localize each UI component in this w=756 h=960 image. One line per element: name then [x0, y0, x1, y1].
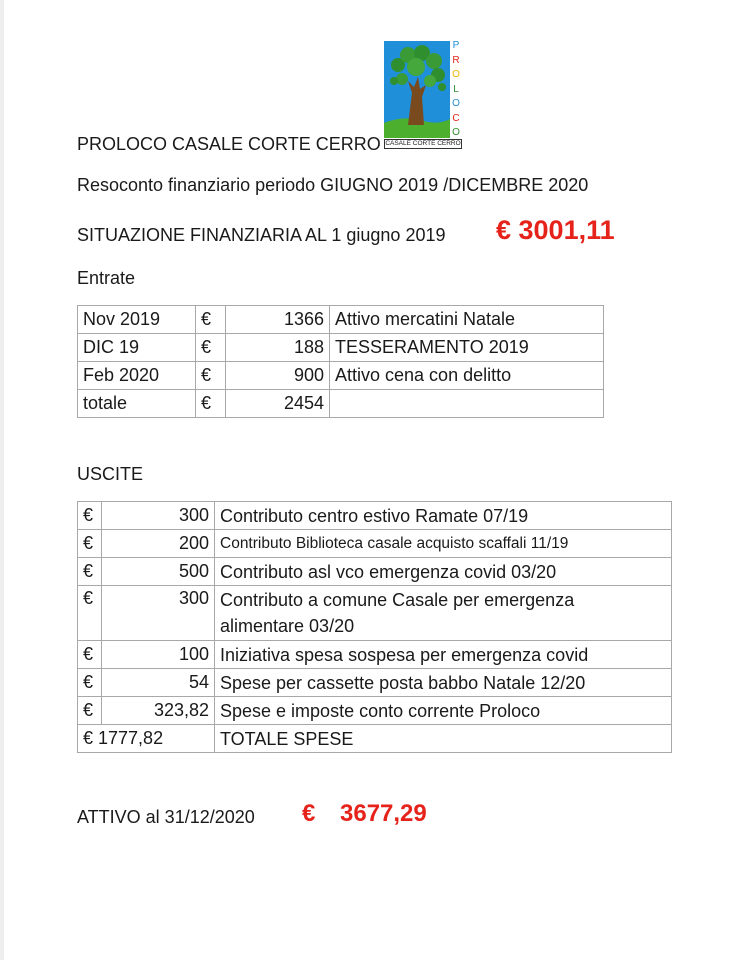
table-row [78, 641, 672, 669]
table-row [78, 306, 604, 334]
page-edge [0, 0, 4, 960]
logo-letter: R [452, 54, 460, 66]
table-row [78, 669, 672, 697]
uscite-currency: € [78, 586, 102, 641]
uscite-total-amount: € 1777,82 [78, 725, 215, 753]
uscite-description-line: Contributo a comune Casale per emergenza [220, 590, 575, 610]
table-row [78, 334, 604, 362]
entrate-heading: Entrate [77, 268, 136, 288]
logo-letter: O [452, 69, 460, 80]
uscite-total-label: TOTALE SPESE [215, 725, 672, 753]
uscite-currency: € [78, 641, 102, 669]
logo-tree-image [384, 41, 450, 138]
uscite-amount: 500 [102, 558, 215, 586]
entrate-table [77, 305, 604, 418]
uscite-amount: 323,82 [102, 697, 215, 725]
entrate-total-amount: 2454 [226, 390, 330, 418]
table-row [78, 362, 604, 390]
table-row [78, 697, 672, 725]
entrate-total-label: totale [78, 390, 196, 418]
uscite-currency: € [78, 558, 102, 586]
uscite-heading: USCITE [77, 464, 144, 484]
table-row [78, 502, 672, 530]
entrate-description: Attivo mercatini Natale [330, 306, 604, 334]
uscite-amount: 300 [102, 586, 215, 641]
logo-letters [450, 41, 462, 138]
entrate-date: Nov 2019 [78, 306, 196, 334]
logo-letter: C [452, 112, 460, 124]
uscite-description: Contributo asl vco emergenza covid 03/20 [215, 558, 672, 586]
tree-icon [384, 41, 450, 138]
entrate-date: Feb 2020 [78, 362, 196, 390]
uscite-currency: € [78, 530, 102, 558]
table-row [78, 558, 672, 586]
uscite-description: Contributo Biblioteca casale acquisto scaffali 11/19 [215, 530, 672, 558]
entrate-amount: 900 [226, 362, 330, 390]
uscite-amount: 54 [102, 669, 215, 697]
report-subtitle: Resoconto finanziario periodo GIUGNO 2019 /DICEMBRE 2020 [77, 175, 589, 195]
uscite-currency: € [78, 697, 102, 725]
entrate-date: DIC 19 [78, 334, 196, 362]
attivo-amount: 3677,29 [340, 800, 427, 827]
attivo-currency: € [302, 800, 316, 827]
situation-amount: € 3001,11 [496, 215, 615, 245]
entrate-amount: 188 [226, 334, 330, 362]
entrate-currency: € [196, 334, 226, 362]
entrate-currency: € [196, 306, 226, 334]
org-title: PROLOCO CASALE CORTE CERRO [77, 134, 381, 154]
uscite-amount: 200 [102, 530, 215, 558]
table-row [78, 586, 672, 641]
entrate-description [330, 390, 604, 418]
uscite-description: Spese e imposte conto corrente Proloco [215, 697, 672, 725]
logo-letter: O [452, 127, 460, 138]
proloco-logo [384, 41, 462, 149]
uscite-currency: € [78, 669, 102, 697]
logo-letter: P [452, 40, 460, 51]
logo-letter: O [452, 98, 460, 109]
entrate-currency: € [196, 362, 226, 390]
uscite-description [215, 586, 672, 641]
uscite-table [77, 501, 672, 753]
uscite-amount: 100 [102, 641, 215, 669]
entrate-description: TESSERAMENTO 2019 [330, 334, 604, 362]
table-row [78, 725, 672, 753]
entrate-description: Attivo cena con delitto [330, 362, 604, 390]
uscite-amount: 300 [102, 502, 215, 530]
table-row [78, 530, 672, 558]
uscite-description-line: alimentare 03/20 [220, 616, 355, 636]
uscite-description: Contributo centro estivo Ramate 07/19 [215, 502, 672, 530]
logo-caption: CASALE CORTE CERRO [385, 140, 461, 147]
entrate-currency: € [196, 390, 226, 418]
table-row [78, 390, 604, 418]
situation-label: SITUAZIONE FINANZIARIA AL 1 giugno 2019 [77, 225, 446, 245]
uscite-currency: € [78, 502, 102, 530]
attivo-label: ATTIVO al 31/12/2020 [77, 807, 255, 827]
logo-letter: L [453, 83, 459, 95]
uscite-description: Iniziativa spesa sospesa per emergenza covid [215, 641, 672, 669]
entrate-amount: 1366 [226, 306, 330, 334]
uscite-description: Spese per cassette posta babbo Natale 12/20 [215, 669, 672, 697]
